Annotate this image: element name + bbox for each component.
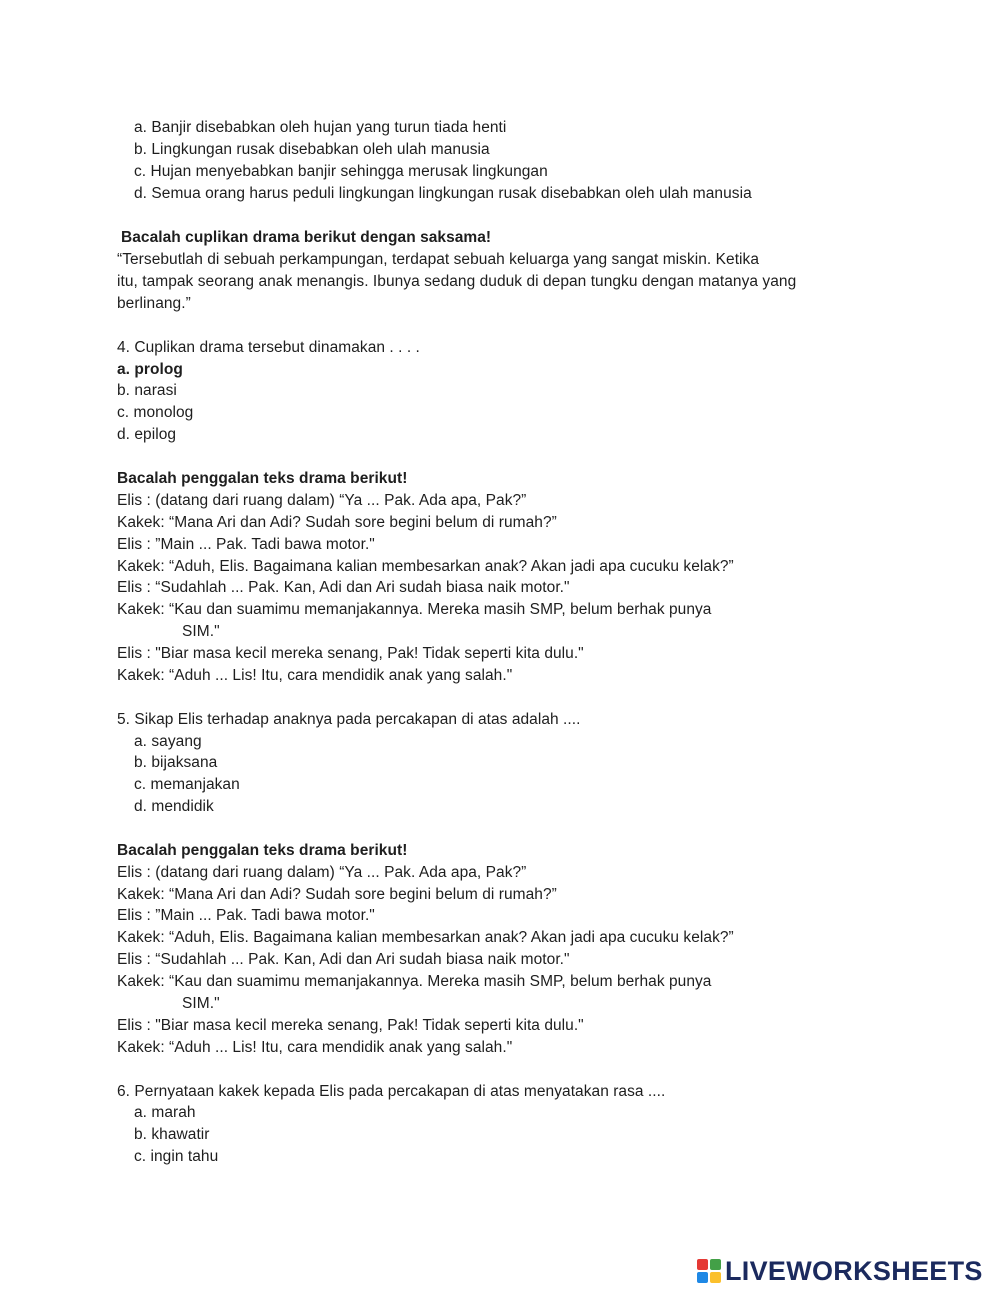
q6-question: 6. Pernyataan kakek kepada Elis pada percakapan di atas menyatakan rasa ....: [117, 1083, 666, 1100]
q3-option-b[interactable]: b. Lingkungan rusak disebabkan oleh ulah manusia: [134, 141, 490, 158]
q4-option-a[interactable]: a. prolog: [117, 361, 183, 378]
logo-cubes-icon: [697, 1259, 721, 1283]
dialogue-line: SIM.": [182, 995, 220, 1012]
dialogue-line: Elis : ”Main ... Pak. Tadi bawa motor.": [117, 536, 375, 553]
q6-option-a[interactable]: a. marah: [134, 1104, 196, 1121]
logo-text: LIVEWORKSHEETS: [725, 1255, 983, 1286]
dialogue-line: Elis : ”Main ... Pak. Tadi bawa motor.": [117, 907, 375, 924]
dialogue-line: Elis : “Sudahlah ... Pak. Kan, Adi dan Ari sudah biasa naik motor.": [117, 579, 570, 596]
logo-cube: [697, 1272, 708, 1283]
q4-option-c[interactable]: c. monolog: [117, 404, 194, 421]
passage1-instruction: Bacalah cuplikan drama berikut dengan saksama!: [121, 229, 492, 246]
q4-question: 4. Cuplikan drama tersebut dinamakan . . . .: [117, 339, 420, 356]
dialogue-line: Elis : (datang dari ruang dalam) “Ya ... Pak. Ada apa, Pak?”: [117, 492, 527, 509]
q5-option-b[interactable]: b. bijaksana: [134, 754, 218, 771]
q6-option-c[interactable]: c. ingin tahu: [134, 1148, 219, 1165]
q3-option-c[interactable]: c. Hujan menyebabkan banjir sehingga merusak lingkungan: [134, 163, 548, 180]
q5-option-d[interactable]: d. mendidik: [134, 798, 214, 815]
dialogue-line: Kakek: “Mana Ari dan Adi? Sudah sore begini belum di rumah?”: [117, 514, 557, 531]
q4-option-d[interactable]: d. epilog: [117, 426, 177, 443]
q5-question: 5. Sikap Elis terhadap anaknya pada percakapan di atas adalah ....: [117, 711, 581, 728]
q5-option-a[interactable]: a. sayang: [134, 733, 202, 750]
q3-option-a[interactable]: a. Banjir disebabkan oleh hujan yang turun tiada henti: [134, 119, 507, 136]
logo-cube: [710, 1272, 721, 1283]
dialogue-line: Elis : (datang dari ruang dalam) “Ya ... Pak. Ada apa, Pak?”: [117, 864, 527, 881]
dialogue-line: Elis : "Biar masa kecil mereka senang, Pak! Tidak seperti kita dulu.": [117, 1017, 584, 1034]
dialogue-line: Kakek: “Aduh, Elis. Bagaimana kalian membesarkan anak? Akan jadi apa cucuku kelak?”: [117, 558, 734, 575]
dialogue-line: Kakek: “Kau dan suamimu memanjakannya. Mereka masih SMP, belum berhak punya: [117, 973, 712, 990]
dialogue-line: Kakek: “Kau dan suamimu memanjakannya. Mereka masih SMP, belum berhak punya: [117, 601, 712, 618]
dialogue-line: Elis : "Biar masa kecil mereka senang, Pak! Tidak seperti kita dulu.": [117, 645, 584, 662]
dialogue-line: Kakek: “Mana Ari dan Adi? Sudah sore begini belum di rumah?”: [117, 886, 557, 903]
dialogue-line: Elis : “Sudahlah ... Pak. Kan, Adi dan Ari sudah biasa naik motor.": [117, 951, 570, 968]
q6-option-b[interactable]: b. khawatir: [134, 1126, 210, 1143]
dialogue-line: Kakek: “Aduh ... Lis! Itu, cara mendidik anak yang salah.": [117, 1039, 513, 1056]
dialogue-line: Kakek: “Aduh ... Lis! Itu, cara mendidik anak yang salah.": [117, 667, 513, 684]
passage1-line: berlinang.”: [117, 295, 191, 312]
dialogue-line: SIM.": [182, 623, 220, 640]
passage1-line: itu, tampak seorang anak menangis. Ibunya sedang duduk di depan tungku dengan matanya yang: [117, 273, 797, 290]
passage1-line: “Tersebutlah di sebuah perkampungan, terdapat sebuah keluarga yang sangat miskin. Ketika: [117, 251, 760, 268]
liveworksheets-logo: [697, 1256, 983, 1286]
logo-cube: [697, 1259, 708, 1270]
q4-option-b[interactable]: b. narasi: [117, 382, 177, 399]
dialogue-line: Kakek: “Aduh, Elis. Bagaimana kalian membesarkan anak? Akan jadi apa cucuku kelak?”: [117, 929, 734, 946]
q3-option-d[interactable]: d. Semua orang harus peduli lingkungan lingkungan rusak disebabkan oleh ulah manusia: [134, 185, 752, 202]
logo-cube: [710, 1259, 721, 1270]
q5-option-c[interactable]: c. memanjakan: [134, 776, 240, 793]
passage3-instruction: Bacalah penggalan teks drama berikut!: [117, 842, 408, 859]
passage2-instruction: Bacalah penggalan teks drama berikut!: [117, 470, 408, 487]
